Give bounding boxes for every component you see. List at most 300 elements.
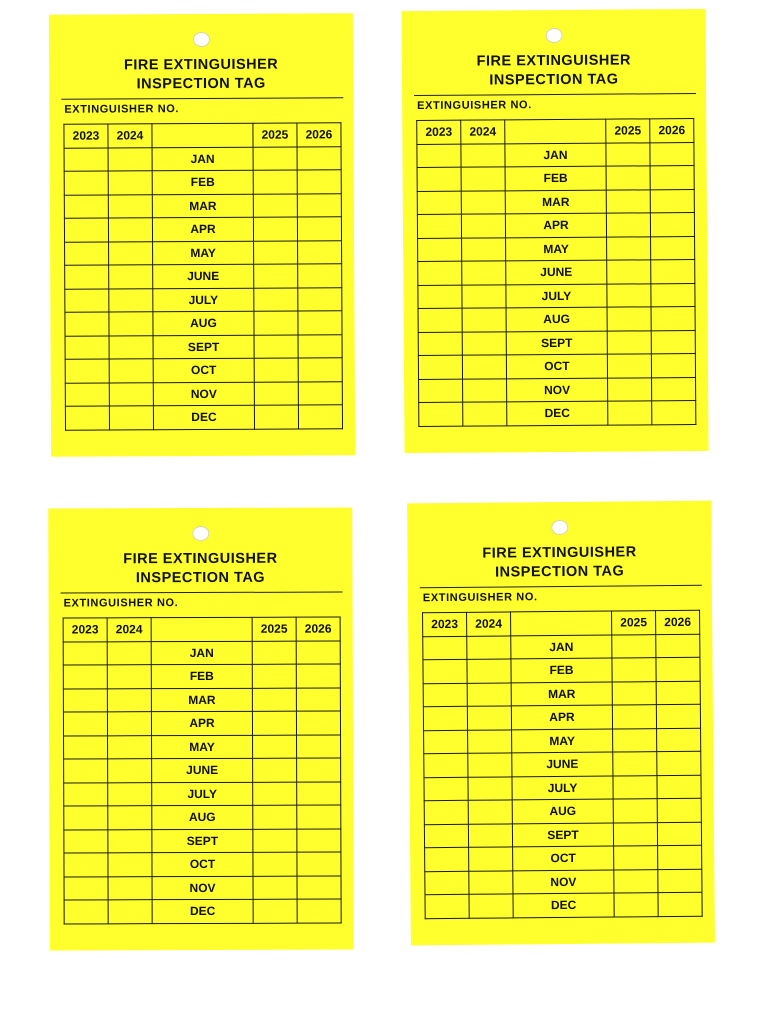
- inspection-cell: [109, 241, 153, 265]
- inspection-cell: [607, 236, 651, 260]
- inspection-cell: [418, 332, 462, 356]
- inspection-cell: [650, 189, 694, 213]
- inspection-cell: [461, 167, 505, 191]
- inspection-cell: [613, 752, 657, 776]
- inspection-cell: [296, 664, 340, 688]
- inspection-cell: [64, 782, 108, 806]
- inspection-cell: [462, 308, 506, 332]
- inspection-cell: [64, 735, 108, 759]
- inspection-cell: [607, 330, 651, 354]
- month-label: NOV: [152, 876, 253, 900]
- month-label: MAR: [152, 194, 253, 218]
- month-row: [64, 805, 341, 829]
- inspection-cell: [612, 681, 656, 705]
- month-row: [65, 264, 342, 289]
- inspection-grid: [422, 610, 703, 919]
- inspection-cell: [109, 288, 153, 312]
- inspection-cell: [461, 143, 505, 167]
- month-label: SEPT: [152, 829, 253, 853]
- inspection-cell: [469, 847, 513, 871]
- inspection-cell: [418, 285, 462, 309]
- inspection-cell: [297, 852, 341, 876]
- inspection-cell: [297, 829, 341, 853]
- inspection-cell: [109, 265, 153, 289]
- month-row: [418, 354, 695, 379]
- inspection-cell: [254, 287, 298, 311]
- month-label: MAY: [506, 237, 607, 261]
- year-header: 2026: [297, 123, 341, 147]
- tag-title-line1: FIRE EXTINGUISHER: [123, 550, 278, 568]
- inspection-cell: [108, 876, 152, 900]
- month-row: [65, 240, 342, 265]
- month-row: [64, 758, 341, 782]
- divider: [420, 585, 702, 588]
- inspection-cell: [64, 218, 108, 242]
- inspection-cell: [425, 871, 469, 895]
- month-label: AUG: [506, 307, 607, 331]
- inspection-cell: [463, 378, 507, 402]
- extinguisher-no-label: EXTINGUISHER NO.: [417, 99, 532, 112]
- inspection-cell: [607, 354, 651, 378]
- month-label: JAN: [505, 143, 606, 167]
- inspection-cell: [606, 213, 650, 237]
- month-row: [65, 311, 342, 336]
- inspection-cell: [651, 330, 695, 354]
- month-row: [417, 213, 694, 238]
- inspection-cell: [64, 194, 108, 218]
- inspection-cell: [254, 358, 298, 382]
- inspection-cell: [462, 331, 506, 355]
- inspection-cell: [108, 782, 152, 806]
- inspection-cell: [253, 170, 297, 194]
- inspection-cell: [65, 288, 109, 312]
- inspection-cell: [424, 824, 468, 848]
- year-header: 2026: [650, 119, 694, 143]
- inspection-cell: [423, 683, 467, 707]
- month-row: [423, 704, 700, 730]
- month-label: JULY: [506, 284, 607, 308]
- inspection-cell: [656, 657, 700, 681]
- month-label: DEC: [153, 405, 254, 429]
- year-header: 2023: [423, 612, 467, 636]
- month-row: [419, 401, 696, 426]
- inspection-cell: [109, 335, 153, 359]
- inspection-cell: [297, 758, 341, 782]
- inspection-cell: [612, 658, 656, 682]
- inspection-cell: [64, 147, 108, 171]
- inspection-cell: [108, 759, 152, 783]
- inspection-cell: [64, 759, 108, 783]
- month-header-blank: [511, 611, 612, 635]
- month-row: [424, 798, 701, 824]
- inspection-cell: [423, 706, 467, 730]
- inspection-cell: [658, 869, 702, 893]
- inspection-cell: [657, 751, 701, 775]
- inspection-cell: [297, 782, 341, 806]
- month-label: JUNE: [506, 260, 607, 284]
- inspection-cell: [612, 705, 656, 729]
- punch-hole: [193, 32, 210, 47]
- inspection-cell: [607, 260, 651, 284]
- month-row: [65, 287, 342, 312]
- punch-hole: [546, 28, 563, 43]
- year-header: 2026: [296, 617, 340, 641]
- month-row: [65, 358, 342, 383]
- inspection-cell: [298, 381, 342, 405]
- month-label: APR: [511, 705, 612, 729]
- inspection-cell: [651, 354, 695, 378]
- inspection-grid: [416, 118, 696, 426]
- inspection-cell: [650, 166, 694, 190]
- inspection-cell: [468, 729, 512, 753]
- year-header: 2026: [656, 610, 700, 634]
- inspection-cell: [253, 758, 297, 782]
- inspection-cell: [65, 359, 109, 383]
- inspection-tag-top-right: [401, 9, 708, 453]
- inspection-cell: [63, 688, 107, 712]
- inspection-cell: [107, 665, 151, 689]
- inspection-cell: [254, 264, 298, 288]
- inspection-cell: [425, 894, 469, 918]
- inspection-cell: [65, 382, 109, 406]
- inspection-cell: [608, 377, 652, 401]
- month-header-blank: [152, 123, 253, 147]
- inspection-cell: [418, 238, 462, 262]
- inspection-cell: [297, 899, 341, 923]
- inspection-cell: [606, 166, 650, 190]
- inspection-cell: [658, 892, 702, 916]
- inspection-cell: [108, 171, 152, 195]
- grid-header-row: [63, 617, 340, 641]
- inspection-cell: [606, 189, 650, 213]
- year-header: 2025: [612, 611, 656, 635]
- month-row: [64, 852, 341, 876]
- inspection-cell: [650, 142, 694, 166]
- month-label: MAR: [511, 682, 612, 706]
- inspection-cell: [417, 167, 461, 191]
- year-header: 2023: [64, 124, 108, 148]
- month-label: SEPT: [506, 331, 607, 355]
- inspection-cell: [254, 240, 298, 264]
- inspection-cell: [253, 147, 297, 171]
- month-row: [64, 876, 341, 900]
- month-label: JULY: [153, 288, 254, 312]
- inspection-cell: [417, 191, 461, 215]
- year-header: 2023: [63, 618, 107, 642]
- tag-title: [402, 51, 706, 91]
- grid-header-row: [64, 123, 341, 148]
- punch-hole: [192, 526, 209, 541]
- inspection-cell: [298, 358, 342, 382]
- month-label: FEB: [511, 658, 612, 682]
- inspection-cell: [109, 312, 153, 336]
- year-header: 2024: [461, 120, 505, 144]
- year-header: 2025: [252, 617, 296, 641]
- inspection-tag-bottom-left: [48, 507, 354, 950]
- inspection-cell: [463, 402, 507, 426]
- inspection-cell: [63, 641, 107, 665]
- month-label: JULY: [152, 782, 253, 806]
- inspection-cell: [424, 730, 468, 754]
- inspection-cell: [65, 406, 109, 430]
- inspection-cell: [296, 641, 340, 665]
- month-row: [418, 236, 695, 261]
- inspection-cell: [614, 869, 658, 893]
- inspection-cell: [613, 728, 657, 752]
- inspection-cell: [298, 311, 342, 335]
- inspection-cell: [423, 636, 467, 660]
- month-row: [424, 728, 701, 754]
- inspection-cell: [613, 822, 657, 846]
- inspection-cell: [423, 659, 467, 683]
- month-label: OCT: [153, 358, 254, 382]
- inspection-cell: [418, 355, 462, 379]
- month-row: [417, 142, 694, 167]
- inspection-tag-bottom-right: [407, 501, 715, 946]
- month-label: NOV: [153, 382, 254, 406]
- month-label: JUNE: [152, 758, 253, 782]
- month-label: JULY: [512, 776, 613, 800]
- inspection-cell: [657, 775, 701, 799]
- inspection-cell: [107, 641, 151, 665]
- inspection-cell: [64, 853, 108, 877]
- month-row: [425, 892, 702, 918]
- inspection-cell: [253, 899, 297, 923]
- grid-header-row: [423, 610, 700, 636]
- year-header: 2024: [107, 618, 151, 642]
- tag-title-line2: INSPECTION TAG: [135, 569, 266, 587]
- tag-title-line2: INSPECTION TAG: [136, 75, 266, 93]
- month-label: FEB: [151, 664, 252, 688]
- inspection-cell: [109, 382, 153, 406]
- inspection-cell: [64, 900, 108, 924]
- month-label: MAY: [152, 735, 253, 759]
- inspection-cell: [656, 704, 700, 728]
- month-label: NOV: [507, 378, 608, 402]
- inspection-cell: [417, 144, 461, 168]
- inspection-cell: [108, 194, 152, 218]
- inspection-cell: [656, 634, 700, 658]
- inspection-cell: [254, 405, 298, 429]
- month-row: [65, 334, 342, 359]
- inspection-cell: [651, 283, 695, 307]
- month-row: [63, 641, 340, 665]
- month-row: [64, 782, 341, 806]
- inspection-cell: [424, 800, 468, 824]
- month-label: NOV: [513, 870, 614, 894]
- month-label: APR: [505, 213, 606, 237]
- inspection-cell: [108, 147, 152, 171]
- inspection-cell: [424, 777, 468, 801]
- extinguisher-no-label: EXTINGUISHER NO.: [64, 103, 180, 116]
- inspection-cell: [64, 806, 108, 830]
- month-row: [424, 751, 701, 777]
- inspection-cell: [419, 402, 463, 426]
- month-label: FEB: [152, 170, 253, 194]
- inspection-cell: [419, 379, 463, 403]
- inspection-cell: [614, 846, 658, 870]
- inspection-cell: [462, 284, 506, 308]
- month-row: [418, 283, 695, 308]
- divider: [61, 97, 343, 99]
- inspection-cell: [613, 775, 657, 799]
- inspection-cell: [297, 876, 341, 900]
- punch-hole: [551, 520, 568, 535]
- inspection-cell: [296, 688, 340, 712]
- inspection-cell: [462, 237, 506, 261]
- inspection-cell: [656, 681, 700, 705]
- inspection-cell: [252, 688, 296, 712]
- inspection-cell: [107, 712, 151, 736]
- month-label: MAY: [153, 241, 254, 265]
- inspection-cell: [108, 735, 152, 759]
- inspection-cell: [108, 218, 152, 242]
- inspection-cell: [651, 260, 695, 284]
- inspection-cell: [651, 236, 695, 260]
- tag-title: [49, 55, 353, 95]
- month-row: [64, 193, 341, 218]
- inspection-cell: [297, 805, 341, 829]
- month-row: [64, 735, 341, 759]
- inspection-cell: [425, 847, 469, 871]
- inspection-cell: [65, 312, 109, 336]
- month-row: [419, 377, 696, 402]
- inspection-cell: [652, 377, 696, 401]
- month-row: [425, 869, 702, 895]
- inspection-cell: [607, 283, 651, 307]
- inspection-cell: [109, 406, 153, 430]
- inspection-cell: [462, 355, 506, 379]
- month-label: JUNE: [512, 752, 613, 776]
- inspection-cell: [64, 171, 108, 195]
- inspection-cell: [253, 852, 297, 876]
- extinguisher-no-label: EXTINGUISHER NO.: [63, 597, 179, 610]
- year-header: 2025: [606, 119, 650, 143]
- inspection-cell: [424, 753, 468, 777]
- tag-title-line1: FIRE EXTINGUISHER: [476, 52, 632, 70]
- inspection-cell: [467, 659, 511, 683]
- inspection-cell: [108, 829, 152, 853]
- inspection-cell: [297, 170, 341, 194]
- month-row: [63, 711, 340, 735]
- month-row: [64, 899, 341, 923]
- inspection-cell: [418, 308, 462, 332]
- inspection-cell: [253, 735, 297, 759]
- inspection-cell: [65, 241, 109, 265]
- inspection-cell: [253, 876, 297, 900]
- inspection-cell: [254, 381, 298, 405]
- month-label: AUG: [152, 805, 253, 829]
- inspection-cell: [469, 870, 513, 894]
- month-row: [63, 688, 340, 712]
- inspection-cell: [468, 776, 512, 800]
- month-row: [64, 829, 341, 853]
- inspection-cell: [254, 311, 298, 335]
- month-label: JAN: [152, 147, 253, 171]
- tag-title-line1: FIRE EXTINGUISHER: [482, 544, 637, 562]
- inspection-grid: [63, 122, 343, 430]
- inspection-cell: [252, 641, 296, 665]
- inspection-cell: [651, 307, 695, 331]
- extinguisher-no-label: EXTINGUISHER NO.: [422, 591, 538, 605]
- inspection-cell: [298, 287, 342, 311]
- inspection-cell: [298, 240, 342, 264]
- inspection-cell: [467, 635, 511, 659]
- month-label: OCT: [152, 852, 253, 876]
- inspection-cell: [253, 829, 297, 853]
- tag-title-line1: FIRE EXTINGUISHER: [123, 56, 279, 74]
- inspection-cell: [297, 735, 341, 759]
- inspection-cell: [65, 265, 109, 289]
- month-row: [424, 775, 701, 801]
- inspection-cell: [657, 798, 701, 822]
- inspection-cell: [108, 853, 152, 877]
- month-row: [418, 307, 695, 332]
- inspection-cell: [461, 214, 505, 238]
- month-label: OCT: [513, 846, 614, 870]
- inspection-tag-top-left: [49, 13, 355, 457]
- month-header-blank: [505, 119, 606, 143]
- inspection-cell: [297, 146, 341, 170]
- inspection-cell: [108, 806, 152, 830]
- inspection-cell: [606, 142, 650, 166]
- inspection-cell: [468, 753, 512, 777]
- divider: [414, 93, 696, 96]
- month-label: JAN: [511, 635, 612, 659]
- month-label: FEB: [505, 166, 606, 190]
- month-row: [64, 170, 341, 195]
- inspection-cell: [461, 190, 505, 214]
- inspection-cell: [467, 706, 511, 730]
- inspection-cell: [608, 401, 652, 425]
- inspection-cell: [462, 261, 506, 285]
- inspection-cell: [297, 193, 341, 217]
- inspection-cell: [613, 799, 657, 823]
- month-label: DEC: [152, 899, 253, 923]
- month-row: [63, 664, 340, 688]
- inspection-cell: [652, 401, 696, 425]
- month-row: [424, 822, 701, 848]
- month-row: [423, 681, 700, 707]
- inspection-cell: [107, 688, 151, 712]
- inspection-cell: [468, 800, 512, 824]
- inspection-cell: [252, 664, 296, 688]
- inspection-cell: [298, 264, 342, 288]
- inspection-cell: [252, 711, 296, 735]
- inspection-cell: [297, 217, 341, 241]
- inspection-cell: [253, 782, 297, 806]
- month-label: MAR: [505, 190, 606, 214]
- inspection-cell: [418, 261, 462, 285]
- month-row: [423, 634, 700, 660]
- month-row: [65, 405, 342, 430]
- year-header: 2024: [467, 612, 511, 636]
- month-label: JUNE: [153, 264, 254, 288]
- month-label: SEPT: [153, 335, 254, 359]
- inspection-cell: [64, 876, 108, 900]
- tag-title-line2: INSPECTION TAG: [495, 563, 625, 581]
- month-label: OCT: [506, 354, 607, 378]
- inspection-cell: [109, 359, 153, 383]
- inspection-cell: [469, 894, 513, 918]
- month-row: [423, 657, 700, 683]
- inspection-cell: [63, 665, 107, 689]
- inspection-cell: [253, 194, 297, 218]
- month-header-blank: [151, 617, 252, 641]
- month-row: [418, 260, 695, 285]
- inspection-cell: [607, 307, 651, 331]
- tag-title: [48, 549, 352, 588]
